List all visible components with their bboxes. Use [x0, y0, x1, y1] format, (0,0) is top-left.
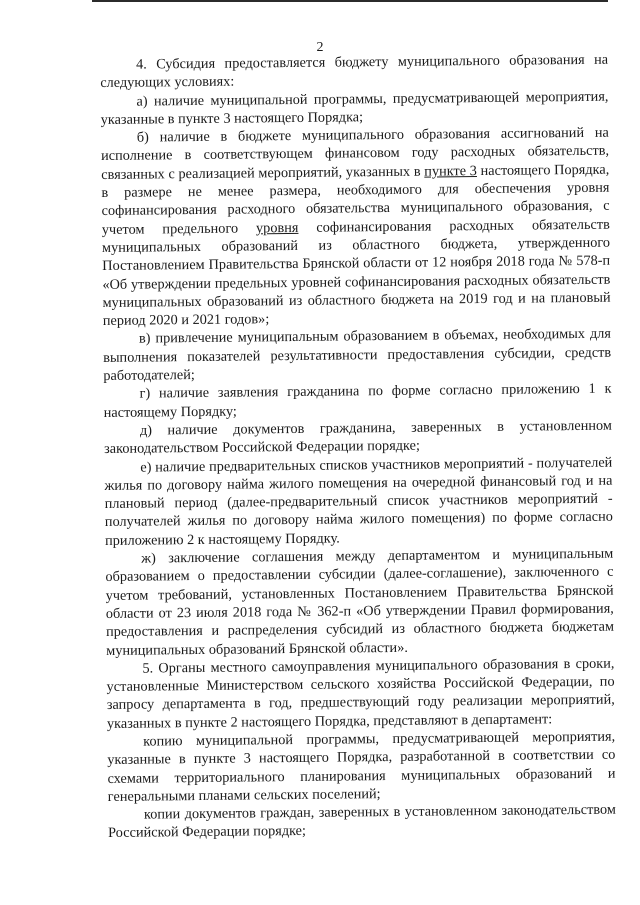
paragraph-4d: д) наличие документов гражданина, заверенных в установленном законодательством Российской Федерации порядке;	[104, 417, 612, 458]
link-paragraph-3[interactable]: пункте 3	[424, 162, 477, 180]
top-border-line	[92, 0, 608, 2]
page-number: 2	[316, 40, 324, 55]
paragraph-4a: а) наличие муниципальной программы, предусматривающей мероприятия, указанные в пункте 3 настоящего Порядка;	[100, 88, 609, 128]
paragraph-4g: г) наличие заявления гражданина по форме согласно приложению 1 к настоящему Порядку;	[103, 381, 612, 421]
paragraph-4b	[101, 124, 611, 331]
paragraph-4v: в) привлечение муниципальным образованием в объемах, необходимых для выполнения показателей результативности предоставления субсидии, средств работодателей;	[103, 326, 612, 385]
paragraph-5-item-2: копии документов граждан, заверенных в установленном законодательством Российской Федерации порядке;	[108, 801, 617, 842]
paragraph-5-intro: 5. Органы местного самоуправления муниципального образования в сроки, установленные Министерством сельского хозяйства Российской Федерации, по запросу департамента в год, предшествующий году реализации мероприятий, указанных в пункте 2 настоящего Порядка, представляют в департамент:	[106, 655, 615, 732]
paragraph-4b-text-3: софинансирования расходных обязательств муниципальных образований из областного бюджета, утвержденного Постановлением Правительства Брянской области от 12 ноября 2018 года № 578-п «Об утверждении предельных уровней софинансирования расходных обязательств муниципальных образований из областного бюджета на 2019 год и на плановый период 2020 и 2021 годов»;	[101, 216, 611, 330]
paragraph-5-item-1: копию муниципальной программы, предусматривающей мероприятия, указанные в пункте 3 настоящего Порядка, разработанной в соответствии со схемами территориального планирования муниципальных образований и генеральными планами сельских поселений;	[107, 728, 616, 805]
paragraph-4zh: ж) заключение соглашения между департаментом и муниципальным образованием о предоставлении субсидии (далее-соглашение), заключенного с учетом требований, установленных Постановлением Правительства Брянской области от 23 июля 2018 года № 362-п «Об утверждении Правил формирования, предоставления и распределения субсидий из областного бюджета бюджетам муниципальных образований Брянской области».	[105, 545, 615, 659]
paragraph-4b-text-1: б) наличие в бюджете муниципального образования ассигнований на исполнение в соответствующем финансовом году расходных обязательств, связанных с реализацией мероприятий, указанных в	[100, 124, 610, 183]
document-body	[100, 51, 616, 843]
paragraph-4-intro: 4. Субсидия предоставляется бюджету муниципального образования на следующих условиях:	[100, 51, 609, 92]
paragraph-4e: е) наличие предварительных списков участников мероприятий - получателей жилья по договору найма жилого помещения на очередной финансовый год и на плановый период (далее-предварительный список участников мероприятий - получателей жилья по договору найма жилого помещения) по форме согласно приложению 2 к настоящему Порядку.	[104, 454, 613, 549]
link-level[interactable]: уровня	[255, 219, 299, 237]
paragraph-4b-text-2: настоящего Порядка, в размере не менее размера, необходимого для обеспечения уровня софинансирования расходного обязательства муниципального образования, с учетом предельного	[101, 161, 610, 238]
